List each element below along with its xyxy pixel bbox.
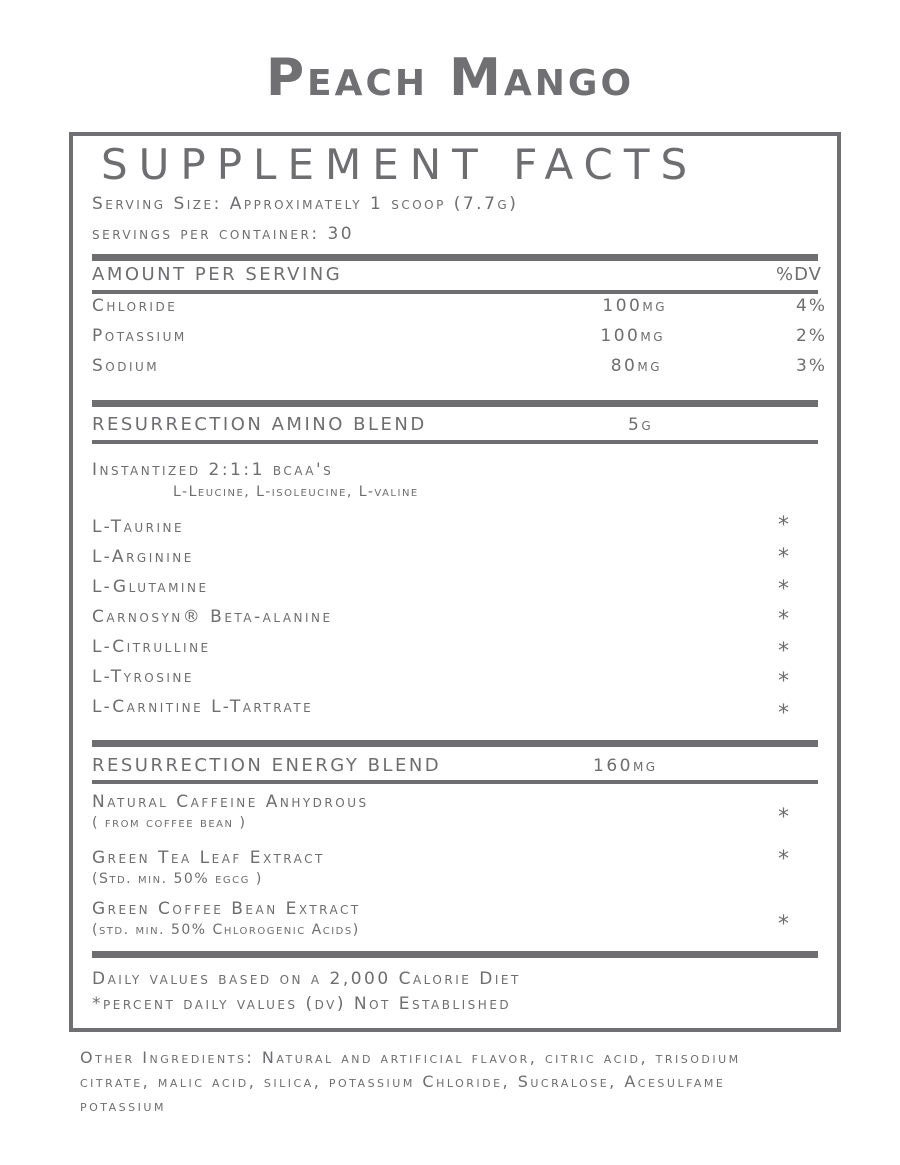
dv-asterisk: *: [778, 513, 789, 538]
ingredient-l-tyrosine: L-Tyrosine: [92, 667, 194, 687]
dv-asterisk: *: [778, 912, 789, 937]
dv-asterisk: *: [778, 545, 789, 570]
mineral-dv-sodium: 3%: [796, 356, 827, 376]
dv-asterisk: *: [778, 701, 789, 726]
energy-blend-amount: 160mg: [593, 756, 658, 776]
energy-blend-name: RESURRECTION ENERGY BLEND: [92, 755, 442, 776]
footnote-daily-values: Daily values based on a 2,000 Calorie Diet: [92, 969, 521, 989]
divider-medium: [92, 440, 818, 444]
divider-medium: [92, 290, 818, 294]
amino-blend-amount: 5g: [628, 415, 654, 435]
amount-per-serving-header: AMOUNT PER SERVING: [92, 264, 343, 285]
ingredient-l-taurine: L-Taurine: [92, 517, 185, 537]
ingredient-green-coffee: Green Coffee Bean Extract: [92, 899, 361, 919]
other-ingredients: Other Ingredients: Natural and artificial flavor, citric acid, trisodium citrate, malic acid, silica, potassium Chloride, Sucralose, Acesulfame potassium: [80, 1048, 741, 1115]
bcaa-detail: L-Leucine, L-isoleucine, L-valine: [173, 484, 419, 500]
servings-per-container: servings per container: 30: [92, 224, 355, 244]
divider-thick: [92, 400, 818, 407]
ingredient-beta-alanine: Carnosyn® Beta-alanine: [92, 607, 333, 627]
mineral-dv-potassium: 2%: [796, 326, 827, 346]
mineral-amount-potassium: 100mg: [600, 326, 665, 346]
serving-size: Serving Size: Approximately 1 scoop (7.7g): [92, 194, 519, 214]
ingredient-l-glutamine: L-Glutamine: [92, 577, 209, 597]
dv-asterisk: *: [778, 669, 789, 694]
mineral-name-sodium: Sodium: [92, 356, 160, 376]
ingredient-caffeine-detail: ( from coffee bean ): [92, 815, 247, 831]
ingredient-green-coffee-detail: (std. min. 50% Chlorogenic Acids): [92, 922, 360, 938]
dv-asterisk: *: [778, 577, 789, 602]
ingredient-l-citrulline: L-Citrulline: [92, 637, 211, 657]
dv-header: %DV: [776, 264, 822, 285]
dv-asterisk: *: [778, 607, 789, 632]
footnote-dv-not-established: *percent daily values (dv) Not Established: [92, 994, 512, 1014]
dv-asterisk: *: [778, 639, 789, 664]
ingredient-l-arginine: L-Arginine: [92, 547, 194, 567]
divider-thick: [92, 951, 818, 958]
product-title: Peach Mango: [265, 48, 635, 108]
mineral-name-chloride: Chloride: [92, 296, 178, 316]
supplement-facts-panel: [69, 132, 841, 1032]
dv-asterisk: *: [778, 805, 789, 830]
facts-title: SUPPLEMENT FACTS: [101, 140, 699, 189]
mineral-amount-sodium: 80mg: [610, 356, 662, 376]
amino-blend-name: RESURRECTION AMINO BLEND: [92, 414, 427, 435]
ingredient-green-tea-detail: (Std. min. 50% egcg ): [92, 871, 263, 887]
divider-thick: [92, 740, 818, 747]
divider-thick: [92, 254, 818, 261]
ingredient-caffeine: Natural Caffeine Anhydrous: [92, 792, 369, 812]
ingredient-green-tea: Green Tea Leaf Extract: [92, 848, 325, 868]
bcaa-name: Instantized 2:1:1 bcaa's: [92, 460, 334, 480]
divider-medium: [92, 780, 818, 784]
mineral-amount-chloride: 100mg: [602, 296, 667, 316]
ingredient-l-carnitine: L-Carnitine L-Tartrate: [92, 697, 314, 717]
mineral-name-potassium: Potassium: [92, 326, 187, 346]
mineral-dv-chloride: 4%: [796, 296, 827, 316]
dv-asterisk: *: [778, 847, 789, 872]
